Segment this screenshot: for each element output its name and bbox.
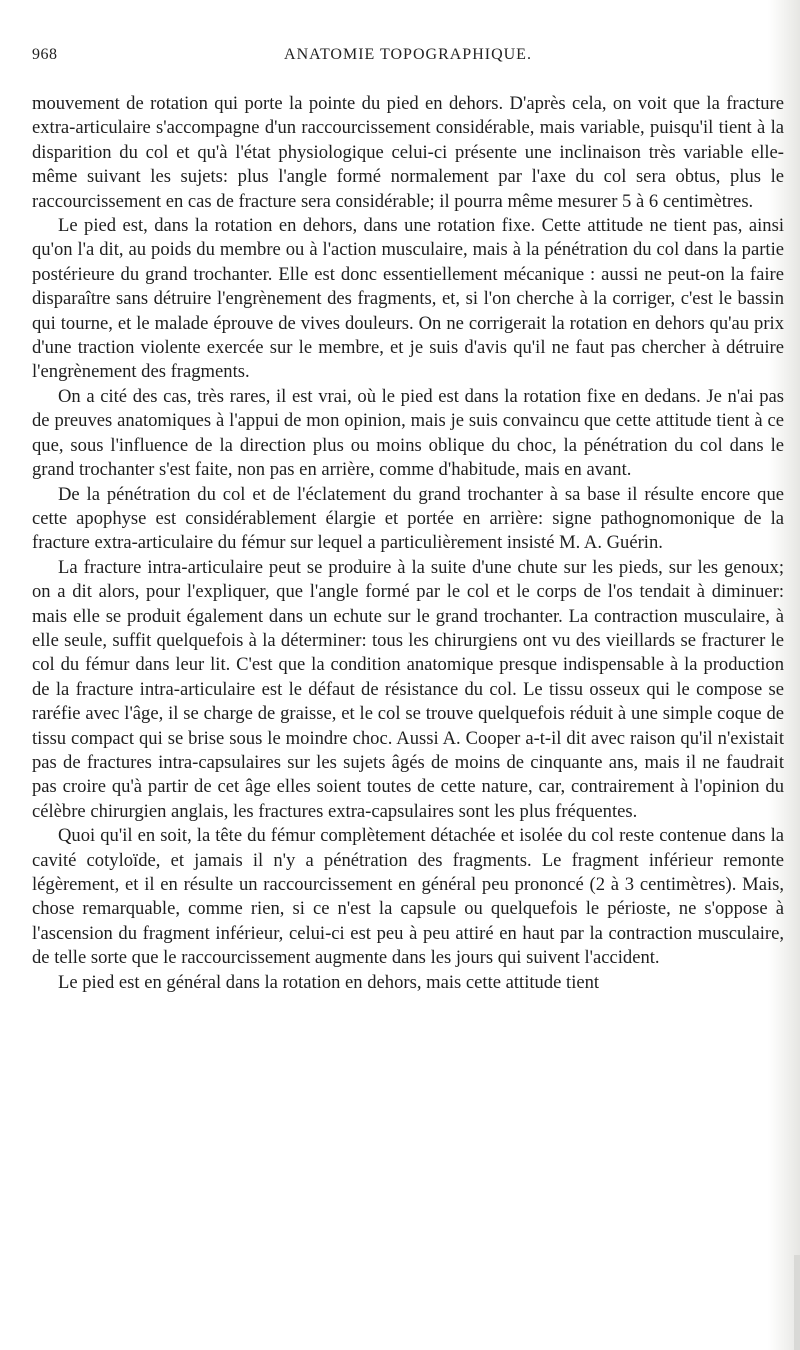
paragraph: Le pied est, dans la rotation en dehors, dans une rotation fixe. Cette attitude ne tient pas, ainsi qu'on l'a dit, au poids du membre ou à l'action musculaire, mais à la pénétration du col dans la partie postérieure du grand trochanter. Elle est donc essentiellement mécanique : aussi ne peut-on la faire disparaître sans détruire l'engrènement des fragments, et, si l'on cherche à la corriger, c'est le bassin qui tourne, et le malade éprouve de vives douleurs. On ne corrigerait la rotation en dehors qu'au prix d'une traction violente exercée sur le membre, et je suis d'avis qu'il ne faut pas chercher à détruire l'engrènement des fragments. [32, 215, 784, 383]
page-edge-shadow [794, 1255, 800, 1350]
page-header [32, 46, 784, 68]
page-number: 968 [32, 46, 58, 63]
paragraph: De la pénétration du col et de l'éclatement du grand trochanter à sa base il résulte encore que cette apophyse est considérablement élargie et portée en arrière: signe pathognomonique de la fracture extra-articulaire du fémur sur lequel a particulièrement insisté M. A. Guérin. [32, 483, 784, 554]
paragraph: La fracture intra-articulaire peut se produire à la suite d'une chute sur les pieds, sur les genoux; on a dit alors, pour l'expliquer, que l'angle formé par le col et le corps de l'os tendait à diminuer: mais elle se produit également dans un echute sur le grand trochanter. La contraction musculaire, à elle seule, suffit quelquefois à la déterminer: tous les chirurgiens ont vu des vieillards se fracturer le col du fémur dans leur lit. C'est que la condition anatomique presque indispensable à la production de la fracture intra-articulaire est le défaut de résistance du col. Le tissu osseux qui le compose se raréfie avec l'âge, il se charge de graisse, et le col se trouve quelquefois réduit à une simple coque de tissu compact qui se brise sous le moindre choc. Aussi A. Cooper a-t-il dit avec raison qu'il n'existait pas de fractures intra-capsulaires sur les sujets âgés de moins de cinquante ans, mais il ne faudrait pas croire qu'à partir de cet âge elles soient toutes de cette nature, car, contrairement à l'opinion du célèbre chirurgien anglais, les fractures extra-capsulaires sont les plus fréquentes. [32, 556, 784, 822]
body-text [32, 92, 784, 995]
paragraph: Quoi qu'il en soit, la tête du fémur complètement détachée et isolée du col reste contenue dans la cavité cotyloïde, et jamais il n'y a pénétration des fragments. Le fragment inférieur remonte légèrement, et il en résulte un raccourcissement en général peu prononcé (2 à 3 centimètres). Mais, chose remarquable, comme rien, si ce n'est la capsule ou quelquefois le périoste, ne s'oppose à l'ascension du fragment inférieur, celui-ci est peu à peu attiré en haut par la contraction musculaire, de telle sorte que le raccourcissement augmente dans les jours qui suivent l'accident. [32, 825, 784, 969]
paragraph: Le pied est en général dans la rotation en dehors, mais cette attitude tient [58, 971, 600, 993]
paragraph: mouvement de rotation qui porte la pointe du pied en dehors. D'après cela, on voit que la fracture extra-articulaire s'accompagne d'un raccourcissement considérable, mais variable, puisqu'il tient à la disparition du col et qu'à l'état physiologique celui-ci présente une inclinaison très variable elle-même suivant les sujets: plus l'angle formé normalement par l'axe du col sera obtus, plus le raccourcissement en cas de fracture sera considérable; il pourra même mesurer 5 à 6 centimètres. [32, 93, 784, 212]
running-title: ANATOMIE TOPOGRAPHIQUE. [284, 46, 532, 63]
paragraph: On a cité des cas, très rares, il est vrai, où le pied est dans la rotation fixe en dedans. Je n'ai pas de preuves anatomiques à l'appui de mon opinion, mais je suis convaincu que cette attitude tient à ce que, sous l'influence de la direction plus ou moins oblique du choc, la pénétration du col dans le grand trochanter s'est faite, non pas en arrière, comme d'habitude, mais en avant. [32, 385, 784, 481]
